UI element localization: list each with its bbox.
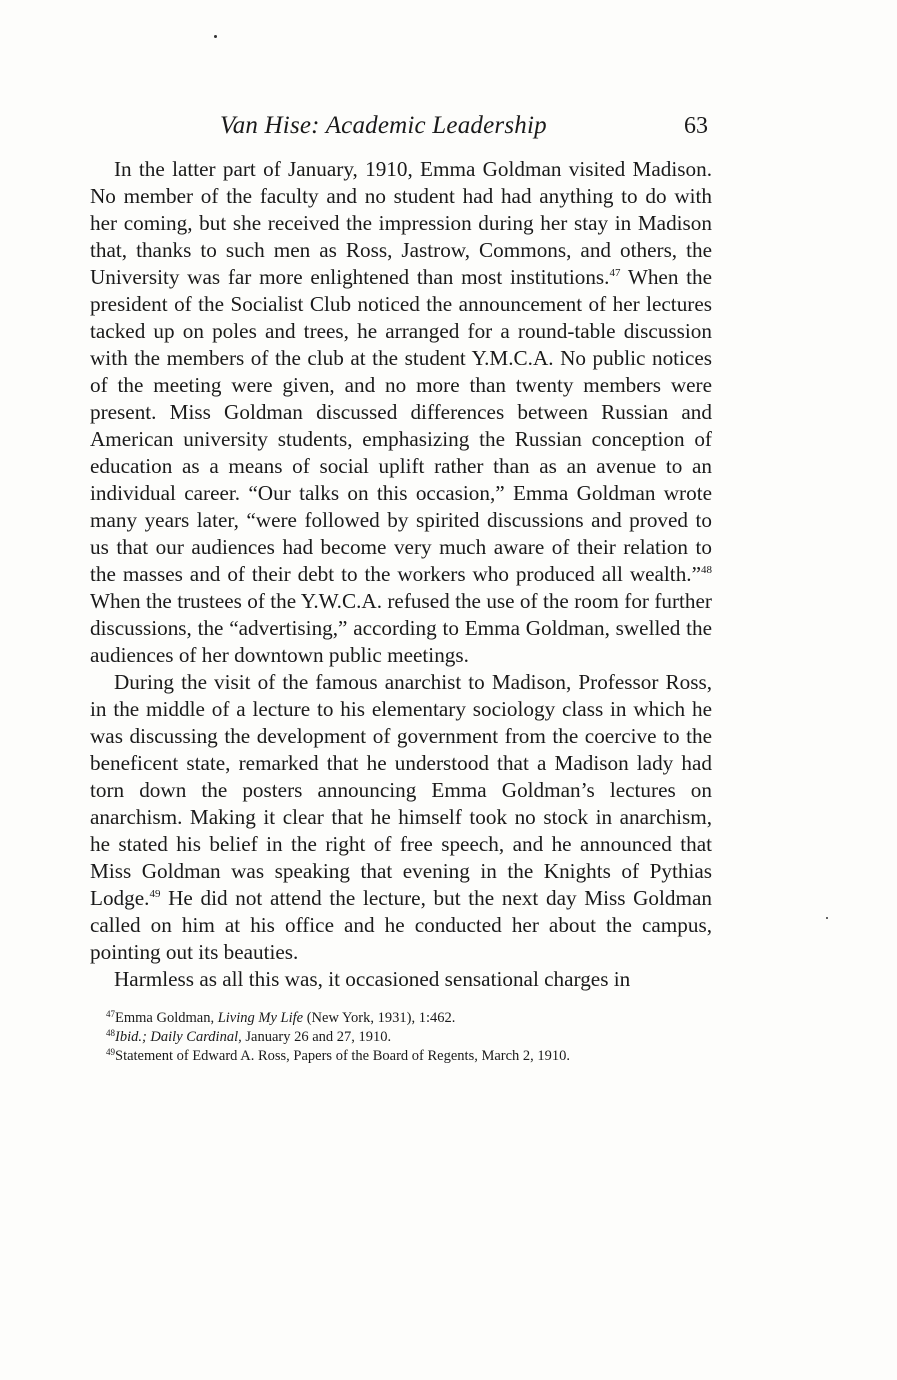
book-page: [90, 112, 712, 1066]
paragraph-2-text-a: During the visit of the famous anarchist to Madison, Professor Ross, in the middle of a lecture to his elementary sociology class in which he was discussing the development of government from the coercive to the beneficent state, remarked that he understood that a Madison lady had torn down the posters announcing Emma Goldman’s lectures on anarchism. Making it clear that he himself took no stock in anarchism, he stated his belief in the right of free speech, and he announced that Miss Goldman was speaking that evening in the Knights of Pythias Lodge.: [90, 670, 712, 910]
footnote-title: Ibid.; Daily Cardinal,: [115, 1029, 242, 1045]
paragraph-2: [90, 669, 712, 966]
footnote-47: [90, 1009, 712, 1028]
footnote-rest: (New York, 1931), 1:462.: [303, 1010, 456, 1026]
footnote-rest: Statement of Edward A. Ross, Papers of the Board of Regents, March 2, 1910.: [115, 1048, 571, 1064]
footnote-ref-47: 47: [609, 267, 621, 279]
page-number: 63: [684, 113, 708, 139]
footnote-title: Living My Life: [217, 1010, 304, 1026]
paragraph-3: Harmless as all this was, it occasioned sensational charges in: [114, 967, 631, 991]
paragraph-1: [90, 156, 712, 669]
paragraph-1-text-a: In the latter part of January, 1910, Emma Goldman visited Madison. No member of the faculty and no student had had anything to do with her coming, but she received the impression during her stay in Madison that, thanks to such men as Ross, Jastrow, Commons, and others, the University was far more enlightened than most institutions.: [90, 157, 712, 289]
footnote-lead: Emma Goldman,: [115, 1010, 218, 1026]
body-text: [90, 156, 712, 993]
footnotes: [90, 1009, 712, 1066]
scan-speck: [214, 35, 217, 38]
scan-speck: [826, 917, 828, 919]
footnote-number: 48: [106, 1028, 115, 1038]
running-title: Van Hise: Academic Leadership: [220, 112, 547, 139]
paragraph-1-text-b: When the president of the Socialist Club noticed the announcement of her lectures tacked up on poles and trees, he arranged for a round-table discussion with the members of the club at the student Y.M.C.A. No public notices of the meeting were given, and no more than twenty members were present. Miss Goldman discussed differences between Russian and American university students, emphasizing the Russian conception of education as a means of social uplift rather than as an avenue to an individual career. “Our talks on this occasion,” Emma Goldman wrote many years later, “were followed by spirited discussions and proved to us that our audiences had become very much aware of their relation to the masses and of their debt to the workers who produced all wealth.”: [90, 265, 713, 586]
paragraph-1-text-c: When the trustees of the Y.W.C.A. refused the use of the room for further discussions, the “advertising,” according to Emma Goldman, swelled the audiences of her downtown public meetings.: [90, 589, 712, 667]
footnote-number: 49: [106, 1047, 115, 1057]
footnote-49: [90, 1047, 712, 1066]
footnote-ref-49: 49: [149, 888, 161, 900]
paragraph-2-text-b: He did not attend the lecture, but the next day Miss Goldman called on him at his office and he conducted her about the campus, pointing out its beauties.: [90, 886, 712, 964]
footnote-rest: January 26 and 27, 1910.: [241, 1029, 392, 1045]
footnote-ref-48: 48: [701, 564, 712, 576]
footnote-number: 47: [106, 1009, 115, 1019]
page-header: [90, 112, 712, 156]
footnote-48: [90, 1028, 712, 1047]
